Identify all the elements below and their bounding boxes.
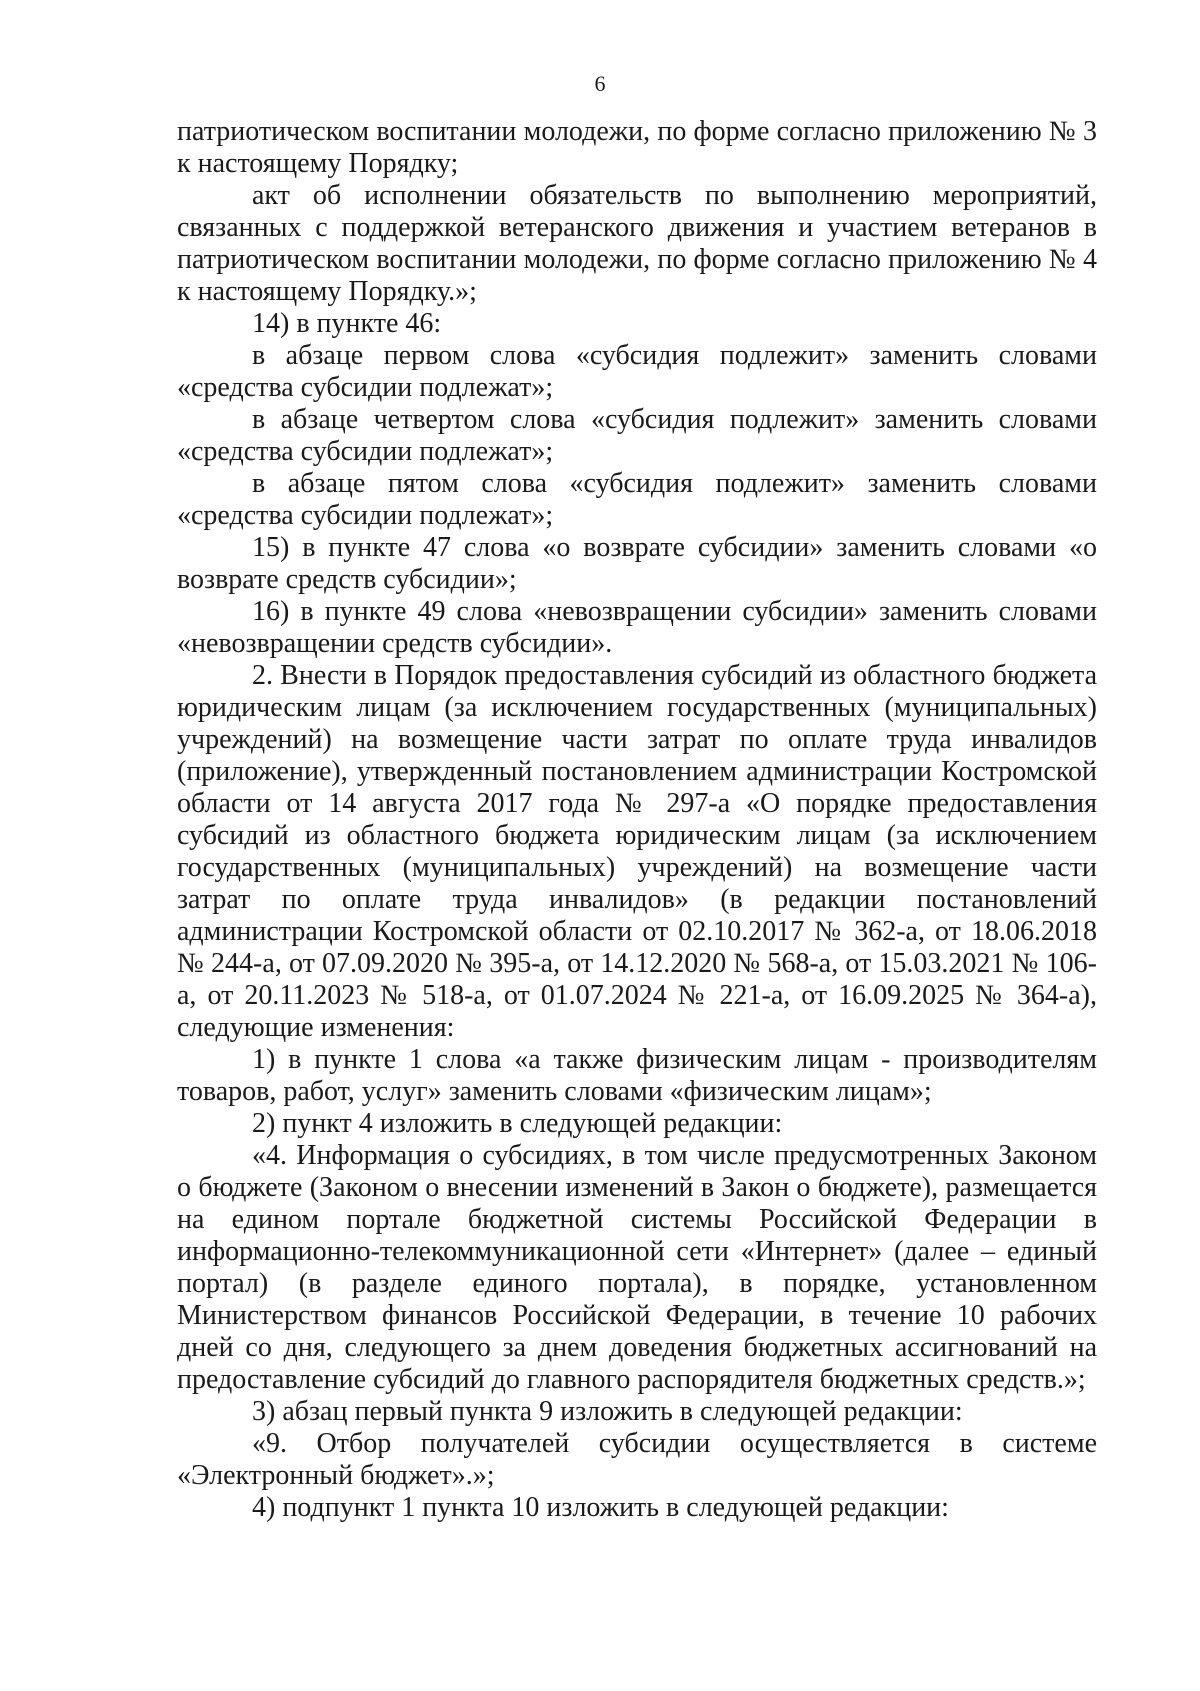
page-number: 6	[594, 71, 606, 96]
paragraph: «4. Информация о субсидиях, в том числе предусмотренных Законом о бюджете (Законом о внесении изменений в Закон о бюджете), размещается на едином портале бюджетной системы Российской Федерации в информационно-телекоммуникационной сети «Интернет» (далее – единый портал) (в разделе единого портала), в порядке, установленном Министерством финансов Российской Федерации, в течение 10 рабочих дней со дня, следующего за днем доведения бюджетных ассигнований на предоставление субсидий до главного распорядителя бюджетных средств.»;	[177, 1140, 1097, 1395]
paragraph: патриотическом воспитании молодежи, по форме согласно приложению № 3 к настоящему Порядку;	[177, 116, 1097, 179]
paragraph: 2) пункт 4 изложить в следующей редакции:	[252, 1108, 783, 1139]
paragraph: акт об исполнении обязательств по выполнению мероприятий, связанных с поддержкой ветеранского движения и участием ветеранов в патриотическом воспитании молодежи, по форме согласно приложению № 4 к настоящему Порядку.»;	[177, 180, 1097, 307]
document-body	[177, 116, 1097, 1524]
paragraph: 16) в пункте 49 слова «невозвращении субсидии» заменить словами «невозвращении средств субсидии».	[177, 596, 1097, 659]
paragraph: 14) в пункте 46:	[252, 308, 442, 339]
paragraph: 4) подпункт 1 пункта 10 изложить в следующей редакции:	[252, 1492, 949, 1523]
paragraph: 3) абзац первый пункта 9 изложить в следующей редакции:	[252, 1396, 963, 1427]
paragraph: в абзаце пятом слова «субсидия подлежит» заменить словами «средства субсидии подлежат»;	[177, 468, 1097, 531]
paragraph: 1) в пункте 1 слова «а также физическим лицам - производителям товаров, работ, услуг» заменить словами «физическим лицам»;	[177, 1044, 1097, 1107]
paragraph: 15) в пункте 47 слова «о возврате субсидии» заменить словами «о возврате средств субсидии»;	[177, 532, 1097, 595]
paragraph: в абзаце четвертом слова «субсидия подлежит» заменить словами «средства субсидии подлежат»;	[177, 404, 1097, 467]
paragraph: в абзаце первом слова «субсидия подлежит» заменить словами «средства субсидии подлежат»;	[177, 340, 1097, 403]
paragraph: «9. Отбор получателей субсидии осуществляется в системе «Электронный бюджет».»;	[177, 1428, 1097, 1491]
paragraph: 2. Внести в Порядок предоставления субсидий из областного бюджета юридическим лицам (за исключением государственных (муниципальных) учреждений) на возмещение части затрат по оплате труда инвалидов (приложение), утвержденный постановлением администрации Костромской области от 14 августа 2017 года № 297-а «О порядке предоставления субсидий из областного бюджета юридическим лицам (за исключением государственных (муниципальных) учреждений) на возмещение части затрат по оплате труда инвалидов» (в редакции постановлений администрации Костромской области от 02.10.2017 № 362-а, от 18.06.2018 № 244-а, от 07.09.2020 № 395-а, от 14.12.2020 № 568-а, от 15.03.2021 № 106-а, от 20.11.2023 № 518-а, от 01.07.2024 № 221-а, от 16.09.2025 № 364-а), следующие изменения:	[177, 660, 1097, 1043]
